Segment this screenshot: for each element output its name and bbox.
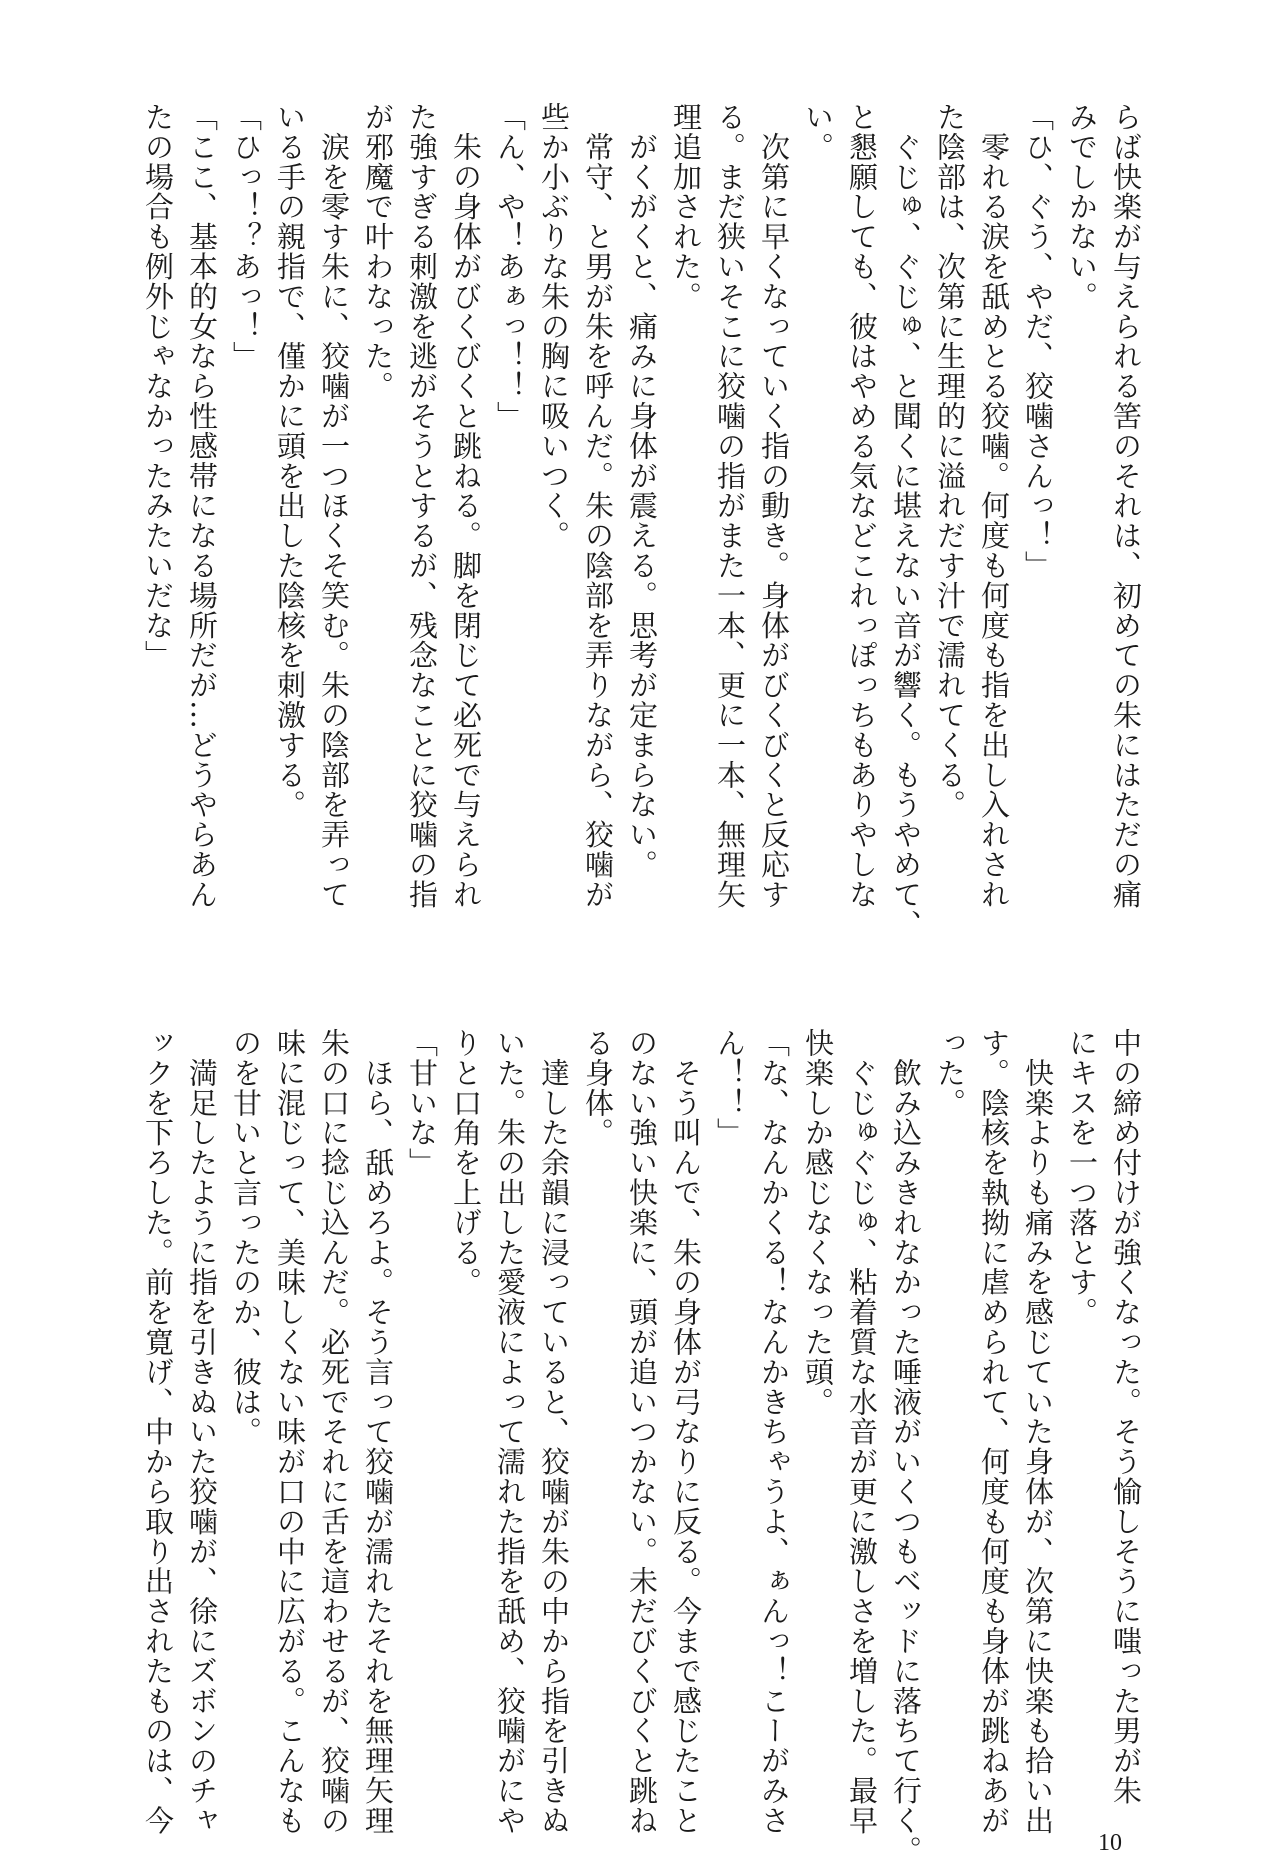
text-line: りと口角を上げる。 [449,1028,483,1298]
text-line: る身体。 [581,1028,615,1148]
text-line: 快楽よりも痛みを感じていた身体が、次第に快楽も拾い出 [1021,1028,1055,1836]
text-line: 「ひ、ぐう、やだ、狡噛さんっ！」 [1021,102,1055,581]
text-line: い。 [801,102,835,162]
text-line: 快楽しか感じなくなった頭。 [801,1028,835,1417]
text-line: みでしかない。 [1065,102,1099,312]
page-number: 10 [1098,1830,1122,1856]
text-line: 「ここ、基本的女なら性感帯になる場所だが…どうやらあん [185,102,219,910]
text-line: にキスを一つ落とす。 [1065,1028,1099,1327]
text-line: そう叫んで、朱の身体が弓なりに反る。今まで感じたこと [669,1028,703,1836]
text-line: た陰部は、次第に生理的に溢れだす汁で濡れてくる。 [933,102,967,820]
text-block-upper [136,102,1148,940]
text-line: 「甘いな」 [405,1028,439,1178]
text-line: 味に混じって、美味しくない味が口の中に広がる。こんなも [273,1028,307,1836]
text-line: のを甘いと言ったのか、彼は。 [229,1028,263,1447]
text-line: と懇願しても、彼はやめる気などこれっぽっちもありやしな [845,102,879,910]
text-line: いた。朱の出した愛液によって濡れた指を舐め、狡噛がにや [493,1028,527,1836]
text-line: 常守、と男が朱を呼んだ。朱の陰部を弄りながら、狡噛が [581,102,615,910]
text-line: 「な、なんかくる！なんかきちゃうよ、ぁんっ！こーがみさ [757,1028,791,1836]
text-line: ほら、舐めろよ。そう言って狡噛が濡れたそれを無理矢理 [361,1028,395,1836]
text-line: らば快楽が与えられる筈のそれは、初めての朱にはただの痛 [1109,102,1143,910]
text-line: 朱の身体がびくびくと跳ねる。脚を閉じて必死で与えられ [449,102,483,910]
text-line: 涙を零す朱に、狡噛が一つほくそ笑む。朱の陰部を弄って [317,102,351,910]
text-line: ぐじゅぐじゅ、粘着質な水音が更に激しさを増した。最早 [845,1028,879,1836]
text-line: た強すぎる刺激を逃がそうとするが、残念なことに狡噛の指 [405,102,439,910]
text-line: ックを下ろした。前を寛げ、中から取り出されたものは、今 [141,1028,175,1836]
text-line: 朱の口に捻じ込んだ。必死でそれに舌を這わせるが、狡噛の [317,1028,351,1836]
text-line: 些か小ぶりな朱の胸に吸いつく。 [537,102,571,551]
text-line: る。まだ狭いそこに狡噛の指がまた一本、更に一本、無理矢 [713,102,747,910]
text-line: 満足したように指を引きぬいた狡噛が、徐にズボンのチャ [185,1028,219,1836]
text-line: 零れる涙を舐めとる狡噛。何度も何度も指を出し入れされ [977,102,1011,910]
text-line: が邪魔で叶わなった。 [361,102,395,401]
text-line: ぐじゅ、ぐじゅ、と聞くに堪えない音が響く。もうやめて、 [889,102,923,940]
text-line: 次第に早くなっていく指の動き。身体がびくびくと反応す [757,102,791,910]
text-line: のない強い快楽に、頭が追いつかない。未だびくびくと跳ね [625,1028,659,1836]
text-line: った。 [933,1028,967,1118]
text-line: ん！！」 [713,1028,747,1148]
text-line: たの場合も例外じゃなかったみたいだな」 [141,102,175,671]
text-line: す。陰核を執拗に虐められて、何度も何度も身体が跳ねあが [977,1028,1011,1836]
text-block-lower [136,1028,1148,1866]
text-line: 中の締め付けが強くなった。そう愉しそうに嗤った男が朱 [1109,1028,1143,1806]
text-line: 達した余韻に浸っていると、狡噛が朱の中から指を引きぬ [537,1028,571,1836]
text-line: いる手の親指で、僅かに頭を出した陰核を刺激する。 [273,102,307,820]
text-line: 「ん、や！あぁっ！！」 [493,102,527,431]
text-line: 理追加された。 [669,102,703,312]
text-line: がくがくと、痛みに身体が震える。思考が定まらない。 [625,102,659,880]
text-line: 飲み込みきれなかった唾液がいくつもベッドに落ちて行く。 [889,1028,923,1866]
text-line: 「ひっ！？あっ！」 [229,102,263,372]
